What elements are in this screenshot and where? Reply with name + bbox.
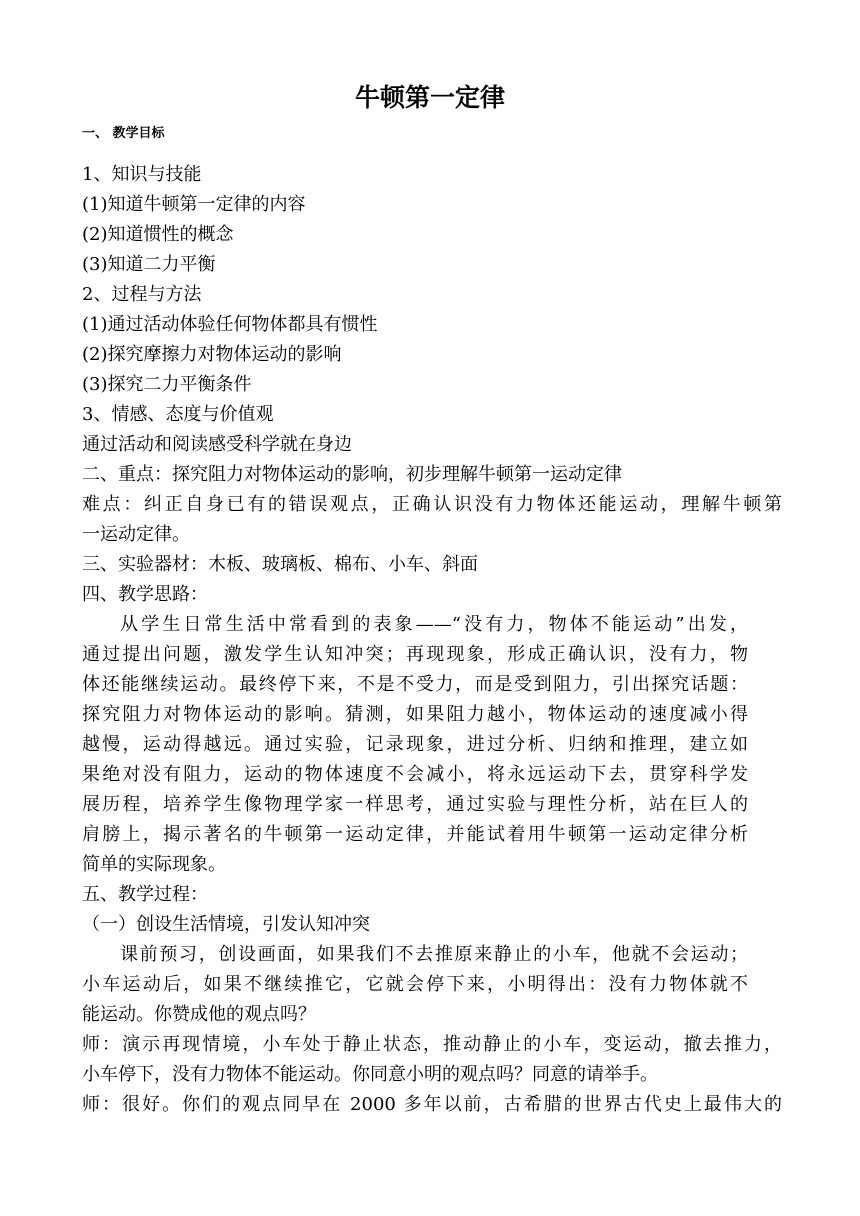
text-line: （一）创设生活情境，引发认知冲突	[82, 914, 370, 935]
text-line: 从学生日常生活中常看到的表象——“没有力，物体不能运动”出发，	[120, 614, 748, 635]
text-line: 五、教学过程：	[82, 884, 208, 905]
text-line: 难点：纠正自身已有的错误观点，正确认识没有力物体还能运动，理解牛顿第	[82, 494, 782, 515]
text-line: (1)知道牛顿第一定律的内容	[82, 194, 306, 215]
text-line: (1)通过活动体验任何物体都具有惯性	[82, 314, 378, 335]
text-line: 体还能继续运动。最终停下来，不是不受力，而是受到阻力，引出探究话题：	[82, 674, 748, 695]
text-line: 二、重点：探究阻力对物体运动的影响，初步理解牛顿第一运动定律	[82, 464, 622, 485]
text-line: 探究阻力对物体运动的影响。猜测，如果阻力越小，物体运动的速度减小得	[82, 704, 748, 725]
text-line: 展历程，培养学生像物理学家一样思考，通过实验与理性分析，站在巨人的	[82, 794, 748, 815]
document-title: 牛顿第一定律	[354, 83, 505, 112]
text-line: (3)探究二力平衡条件	[82, 374, 252, 395]
text-line: 师：很好。你们的观点同早在 2000 多年以前，古希腊的世界古代史上最伟大的	[82, 1094, 782, 1115]
section-heading-teaching-goals: 一、 教学目标	[82, 126, 165, 141]
text-line: 一运动定律。	[82, 524, 190, 545]
text-line: 2、过程与方法	[82, 284, 202, 305]
text-line: 四、教学思路：	[82, 584, 208, 605]
text-line: 师：演示再现情境，小车处于静止状态，推动静止的小车，变运动，撤去推力，	[82, 1034, 782, 1055]
text-line: 肩膀上，揭示著名的牛顿第一运动定律，并能试着用牛顿第一运动定律分析	[82, 824, 748, 845]
text-line: 小车停下，没有力物体不能运动。你同意小明的观点吗？同意的请举手。	[82, 1064, 658, 1085]
text-line: 能运动。你赞成他的观点吗？	[82, 1004, 316, 1025]
text-line: 小车运动后，如果不继续推它，它就会停下来，小明得出：没有力物体就不	[82, 974, 748, 995]
text-line: 越慢，运动得越远。通过实验，记录现象，进过分析、归纳和推理，建立如	[82, 734, 748, 755]
document-body	[82, 160, 782, 1120]
text-line: (2)探究摩擦力对物体运动的影响	[82, 344, 342, 365]
text-line: 三、实验器材：木板、玻璃板、棉布、小车、斜面	[82, 554, 478, 575]
text-line: 1、知识与技能	[82, 164, 202, 185]
text-line: (2)知道惯性的概念	[82, 224, 234, 245]
text-line: 简单的实际现象。	[82, 854, 226, 875]
text-line: (3)知道二力平衡	[82, 254, 216, 275]
text-line: 3、情感、态度与价值观	[82, 404, 274, 425]
text-line: 果绝对没有阻力，运动的物体速度不会减小，将永远运动下去，贯穿科学发	[82, 764, 748, 785]
text-line: 课前预习，创设画面，如果我们不去推原来静止的小车，他就不会运动；	[120, 944, 748, 965]
text-line: 通过活动和阅读感受科学就在身边	[82, 434, 352, 455]
text-line: 通过提出问题，激发学生认知冲突；再现现象，形成正确认识，没有力，物	[82, 644, 748, 665]
